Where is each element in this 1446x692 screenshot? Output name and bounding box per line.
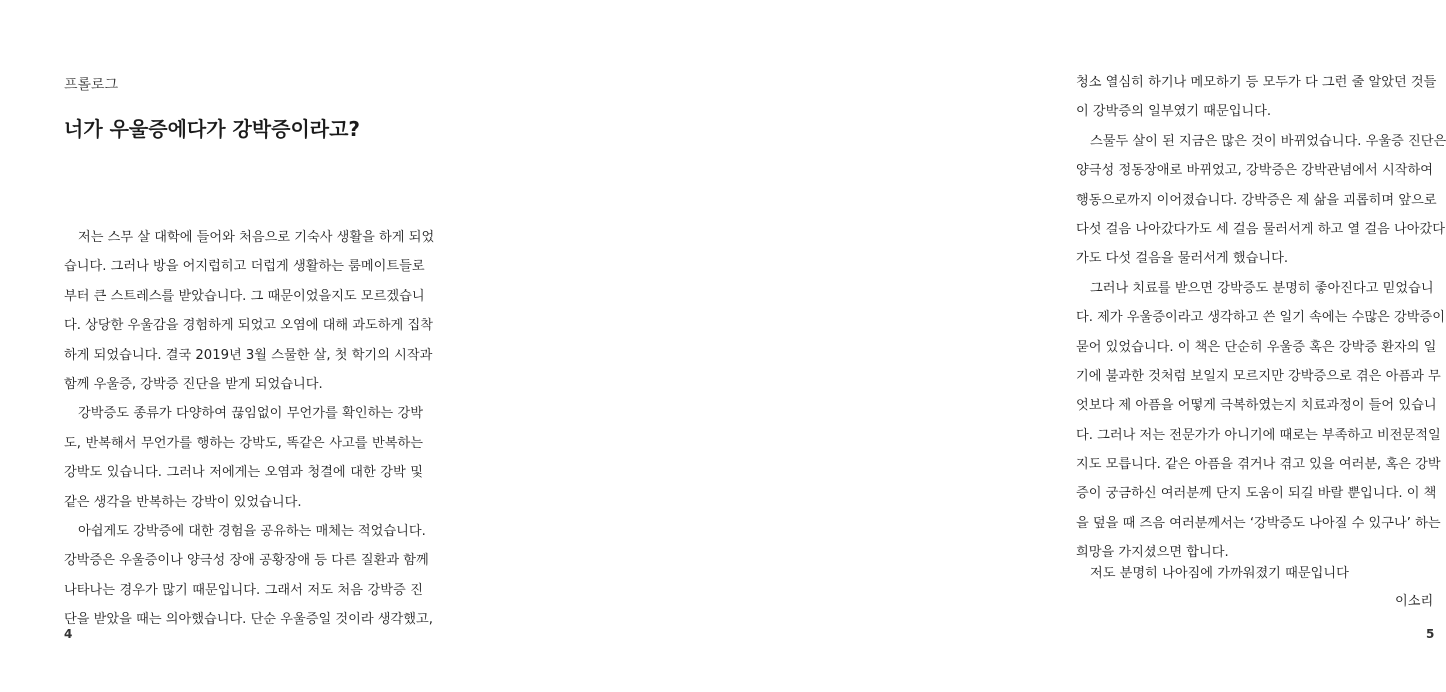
text-line: 행동으로까지 이어졌습니다. 강박증은 제 삶을 괴롭히며 앞으로 <box>1076 192 1437 208</box>
left-page <box>0 0 500 692</box>
text-line: 습니다. 그러나 방을 어지럽히고 더럽게 생활하는 룸메이트들로 <box>64 259 425 275</box>
page-number-right: 5 <box>1426 627 1435 641</box>
text-line: 단을 받았을 때는 의아했습니다. 단순 우울증일 것이라 생각했고, <box>64 612 433 628</box>
text-line: 같은 생각을 반복하는 강박이 있었습니다. <box>64 494 302 510</box>
text-line: 도, 반복해서 무언가를 행하는 강박도, 똑같은 사고를 반복하는 <box>64 435 423 451</box>
text-line: 다섯 걸음 나아갔다가도 세 걸음 물러서게 하고 열 걸음 나아갔다 <box>1076 221 1445 237</box>
left-body-text <box>64 223 435 634</box>
text-line: 함께 우울증, 강박증 진단을 받게 되었습니다. <box>64 376 323 392</box>
author-signature: 이소리 <box>1395 594 1434 609</box>
text-line: 가도 다섯 걸음을 물러서게 했습니다. <box>1076 251 1289 267</box>
text-line: 지도 모릅니다. 같은 아픔을 겪거나 겪고 있을 여러분, 혹은 강박 <box>1076 457 1441 473</box>
text-line: 엇보다 제 아픔을 어떻게 극복하였는지 치료과정이 들어 있습니 <box>1076 398 1437 414</box>
text-line: 청소 열심히 하기나 메모하기 등 모두가 다 그런 줄 알았던 것들 <box>1076 75 1437 90</box>
text-line: 다. 상당한 우울감을 경험하게 되었고 오염에 대해 과도하게 집착 <box>64 318 433 334</box>
right-page <box>500 0 1446 692</box>
text-line: 양극성 정동장애로 바뀌었고, 강박증은 강박관념에서 시작하여 <box>1076 163 1433 179</box>
text-line: 강박증도 종류가 다양하여 끊임없이 무언가를 확인하는 강박 <box>78 406 423 422</box>
text-line: 이 강박증의 일부였기 때문입니다. <box>1076 104 1272 120</box>
text-line: 강박도 있습니다. 그러나 저에게는 오염과 청결에 대한 강박 및 <box>64 465 423 481</box>
text-line: 다. 그러나 저는 전문가가 아니기에 때로는 부족하고 비전문적일 <box>1076 427 1441 443</box>
closing-line: 저도 분명히 나아짐에 가까워졌기 때문입니다 <box>1090 566 1349 581</box>
chapter-title: 너가 우울증에다가 강박증이라고? <box>64 117 361 141</box>
text-line: 다. 제가 우울증이라고 생각하고 쓴 일기 속에는 수많은 강박증이 <box>1076 310 1445 326</box>
text-line: 기에 불과한 것처럼 보일지 모르지만 강박증으로 겪은 아픔과 무 <box>1076 368 1441 384</box>
text-line: 그러나 치료를 받으면 강박증도 분명히 좋아진다고 믿었습니 <box>1090 280 1434 296</box>
section-label: 프롤로그 <box>64 77 119 93</box>
text-line: 저는 스무 살 대학에 들어와 처음으로 기숙사 생활을 하게 되었 <box>78 230 435 245</box>
text-line: 을 덮을 때 즈음 여러분께서는 ‘강박증도 나아질 수 있구나’ 하는 <box>1076 515 1441 531</box>
text-line: 희망을 가지셨으면 합니다. <box>1076 545 1229 561</box>
text-line: 부터 큰 스트레스를 받았습니다. 그 때문이었을지도 모르겠습니 <box>64 288 425 304</box>
page-number-left: 4 <box>64 627 73 641</box>
text-line: 묻어 있었습니다. 이 책은 단순히 우울증 혹은 강박증 환자의 일 <box>1076 339 1437 355</box>
text-line: 하게 되었습니다. 결국 2019년 3월 스물한 살, 첫 학기의 시작과 <box>64 347 433 363</box>
text-line: 나타나는 경우가 많기 때문입니다. 그래서 저도 처음 강박증 진 <box>64 582 423 598</box>
text-line: 아쉽게도 강박증에 대한 경험을 공유하는 매체는 적었습니다. <box>78 523 426 539</box>
text-line: 스물두 살이 된 지금은 많은 것이 바뀌었습니다. 우울증 진단은 <box>1090 133 1446 149</box>
right-body-text <box>1076 68 1446 568</box>
text-line: 증이 궁금하신 여러분께 단지 도움이 되길 바랄 뿐입니다. 이 책 <box>1076 486 1437 502</box>
text-line: 강박증은 우울증이나 양극성 장애 공황장애 등 다른 질환과 함께 <box>64 553 429 569</box>
